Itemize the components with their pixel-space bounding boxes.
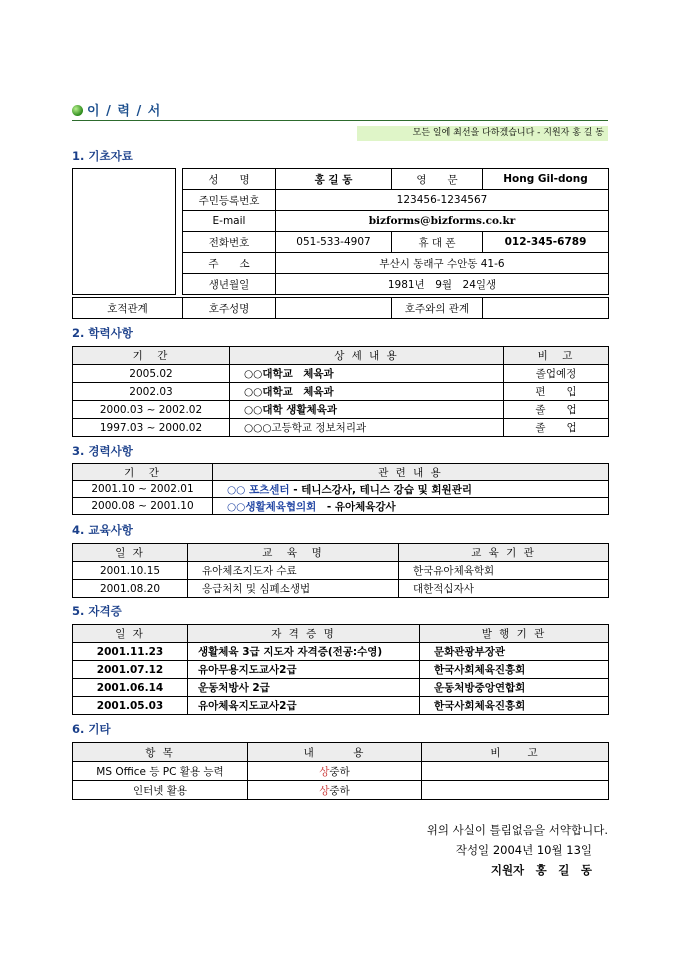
title-divider [72, 120, 608, 121]
level-cell [248, 781, 422, 800]
issuer-cell: 문화관광부장관 [420, 643, 609, 661]
col-header: 관 련 내 용 [213, 464, 609, 481]
license-name-cell: 생활체육 3급 지도자 자격증(전공:수영) [188, 643, 420, 661]
level-high: 상 [319, 784, 330, 797]
table-header [73, 464, 609, 481]
license-name-cell: 유아체육지도교사2급 [188, 697, 420, 715]
name-value: 홍 길 동 [276, 169, 392, 190]
training-table [72, 543, 609, 598]
table-row [73, 365, 609, 383]
address-value: 부산시 동래구 수안동 41-6 [276, 253, 609, 274]
head-value [276, 298, 392, 319]
detail-cell: ○○○고등학교 정보처리과 [230, 419, 504, 437]
birth-label: 생년월일 [183, 274, 276, 295]
note-cell: 졸 업 [504, 419, 609, 437]
career-detail-cell [213, 481, 609, 498]
col-header: 일 자 [73, 625, 188, 643]
license-table [72, 624, 609, 715]
col-header: 기 간 [73, 347, 230, 365]
detail-cell: ○○대학교 체육과 [230, 383, 504, 401]
date-cell: 2001.10.15 [73, 562, 188, 580]
detail-cell: ○○대학교 체육과 [230, 365, 504, 383]
section-basic-title: 1. 기초자료 [72, 149, 133, 163]
period-cell: 2000.03 ~ 2002.02 [73, 401, 230, 419]
period-cell: 1997.03 ~ 2000.02 [73, 419, 230, 437]
section-education-title: 2. 학력사항 [72, 326, 133, 340]
email-value: bizforms@bizforms.co.kr [276, 211, 609, 232]
document-title: 이 / 력 / 서 [72, 100, 161, 119]
date-cell: 2001.05.03 [73, 697, 188, 715]
table-row [73, 498, 609, 515]
table-row [73, 383, 609, 401]
period-cell: 2005.02 [73, 365, 230, 383]
table-header [73, 544, 609, 562]
name-label: 성 명 [183, 169, 276, 190]
col-header: 발 행 기 관 [420, 625, 609, 643]
table-row [183, 274, 609, 295]
section-career-title: 3. 경력사항 [72, 444, 133, 458]
table-header [73, 347, 609, 365]
col-header: 교 육 기 관 [399, 544, 609, 562]
birth-value: 1981년 9월 24일생 [276, 274, 609, 295]
table-row [183, 232, 609, 253]
note-cell [422, 762, 609, 781]
rrn-value: 123456-1234567 [276, 190, 609, 211]
level-cell [248, 762, 422, 781]
period-cell: 2002.03 [73, 383, 230, 401]
license-name-cell: 유아무용지도교사2급 [188, 661, 420, 679]
table-row [73, 697, 609, 715]
table-row [183, 253, 609, 274]
table-row [73, 419, 609, 437]
col-header: 자 격 증 명 [188, 625, 420, 643]
section-license-title: 5. 자격증 [72, 604, 122, 618]
note-cell [422, 781, 609, 800]
col-header: 항 목 [73, 743, 248, 762]
motto-banner: 모든 일에 최선을 다하겠습니다 - 지원자 홍 길 동 [357, 126, 608, 141]
section-etc-title: 6. 기타 [72, 722, 111, 736]
col-header: 비 고 [422, 743, 609, 762]
mobile-value: 012-345-6789 [483, 232, 609, 253]
date-cell: 2001.11.23 [73, 643, 188, 661]
table-row [73, 679, 609, 697]
table-row [73, 762, 609, 781]
level-rest: 중하 [329, 765, 350, 778]
col-header: 내 용 [248, 743, 422, 762]
family-table [72, 297, 609, 319]
family-label: 호적관계 [73, 298, 183, 319]
period-cell: 2001.10 ~ 2002.01 [73, 481, 213, 498]
issuer-cell: 운동처방중앙연합회 [420, 679, 609, 697]
issuer-cell: 한국사회체육진흥회 [420, 661, 609, 679]
table-row [73, 661, 609, 679]
career-desc: - 테니스강사, 테니스 강습 및 회원관리 [289, 483, 472, 496]
detail-cell: ○○대학 생활체육과 [230, 401, 504, 419]
course-cell: 응급처치 및 심폐소생법 [188, 580, 399, 598]
item-cell: MS Office 등 PC 활용 능력 [73, 762, 248, 781]
period-cell: 2000.08 ~ 2001.10 [73, 498, 213, 515]
rrn-label: 주민등록번호 [183, 190, 276, 211]
table-row [73, 298, 609, 319]
date-cell: 2001.08.20 [73, 580, 188, 598]
col-header: 기 간 [73, 464, 213, 481]
phone-value: 051-533-4907 [276, 232, 392, 253]
table-row [73, 562, 609, 580]
table-row [183, 190, 609, 211]
career-desc: - 유아체육강사 [316, 500, 396, 513]
section-training-title: 4. 교육사항 [72, 523, 133, 537]
note-cell: 편 입 [504, 383, 609, 401]
table-row [73, 481, 609, 498]
license-name-cell: 운동처방사 2급 [188, 679, 420, 697]
table-row [73, 643, 609, 661]
head-label: 호주성명 [183, 298, 276, 319]
date-cell: 2001.07.12 [73, 661, 188, 679]
relation-label: 호주와의 관계 [392, 298, 483, 319]
issuer-cell: 한국사회체육진흥회 [420, 697, 609, 715]
table-row [73, 580, 609, 598]
signer-name: 지원자 홍 길 동 [490, 863, 592, 877]
col-header: 비 고 [504, 347, 609, 365]
career-org: ○○ 포츠센터 [227, 483, 290, 496]
eng-name-value: Hong Gil-dong [483, 169, 609, 190]
relation-value [483, 298, 609, 319]
note-cell: 졸 업 [504, 401, 609, 419]
table-row [183, 169, 609, 190]
col-header: 교 육 명 [188, 544, 399, 562]
etc-table [72, 742, 609, 800]
table-row [73, 401, 609, 419]
table-header [73, 743, 609, 762]
career-detail-cell [213, 498, 609, 515]
institution-cell: 대한적십자사 [399, 580, 609, 598]
photo-box [72, 168, 176, 295]
note-cell: 졸업예정 [504, 365, 609, 383]
career-org: ○○생활체육협의회 [227, 500, 317, 513]
career-table [72, 463, 609, 515]
table-row [183, 211, 609, 232]
written-date: 작성일 2004년 10월 13일 [455, 843, 592, 857]
level-rest: 중하 [329, 784, 350, 797]
basic-info-table [182, 168, 609, 295]
email-label: E-mail [183, 211, 276, 232]
date-cell: 2001.06.14 [73, 679, 188, 697]
col-header: 일 자 [73, 544, 188, 562]
oath-statement: 위의 사실이 틀림없음을 서약합니다. [426, 823, 608, 837]
table-header [73, 625, 609, 643]
eng-name-label: 영 문 [392, 169, 483, 190]
address-label: 주 소 [183, 253, 276, 274]
bullet-icon [72, 105, 83, 116]
institution-cell: 한국유아체육학회 [399, 562, 609, 580]
course-cell: 유아체조지도자 수료 [188, 562, 399, 580]
table-row [73, 781, 609, 800]
education-table [72, 346, 609, 437]
item-cell: 인터넷 활용 [73, 781, 248, 800]
col-header: 상 세 내 용 [230, 347, 504, 365]
mobile-label: 휴 대 폰 [392, 232, 483, 253]
phone-label: 전화번호 [183, 232, 276, 253]
level-high: 상 [319, 765, 330, 778]
